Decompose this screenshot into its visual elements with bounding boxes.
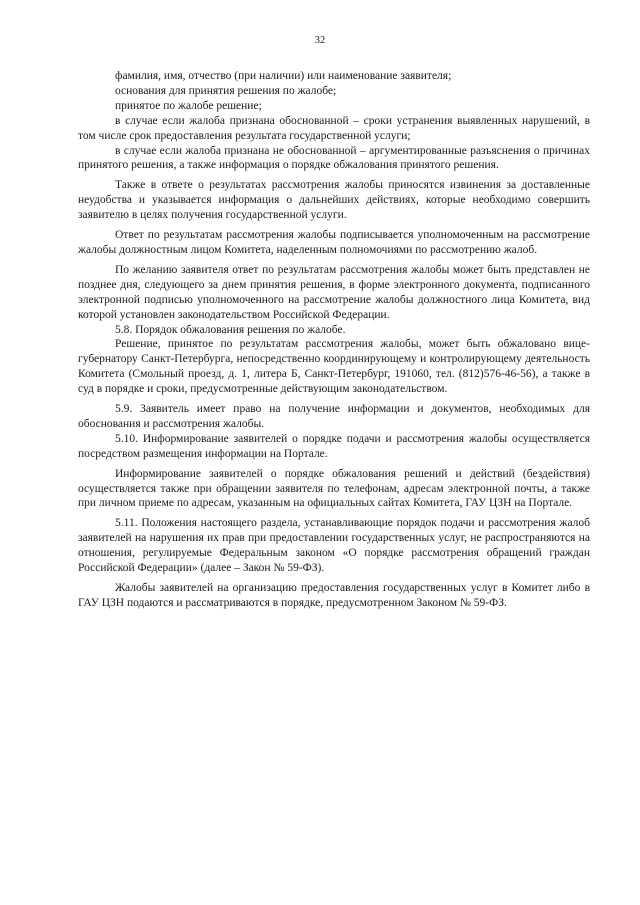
paragraph-electronic-response: По желанию заявителя ответ по результатам рассмотрения жалобы может быть представлен не позднее дня, следующего за днем принятия решения, в форме электронного документа, подписанного электронной подписью уполномоченного на рассмотрение жалобы должностного лица Комитета, вид которой установлен законодательством Российской Федерации. bbox=[78, 263, 590, 321]
paragraph-complaint-justified: в случае если жалоба признана обоснованной – сроки устранения выявленных нарушений, в том числе срок предоставления результата государственной услуги; bbox=[78, 114, 590, 142]
section-5-10: 5.10. Информирование заявителей о порядке подачи и рассмотрения жалобы осуществляется посредством размещения информации на Портале. bbox=[78, 432, 590, 460]
paragraph-complaints-59fz: Жалобы заявителей на организацию предоставления государственных услуг в Комитет либо в ГАУ ЦЗН подаются и рассматриваются в порядке, предусмотренном Законом № 59-ФЗ. bbox=[78, 582, 590, 609]
paragraph-applicant-name: фамилия, имя, отчество (при наличии) или наименование заявителя; bbox=[115, 70, 452, 82]
paragraph-complaint-unjustified: в случае если жалоба признана не обоснованной – аргументированные разъяснения о причинах принятого решения, а также информация о порядке обжалования принятого решения. bbox=[78, 144, 590, 172]
paragraph-decision-grounds: основания для принятия решения по жалобе; bbox=[115, 84, 337, 97]
section-5-9: 5.9. Заявитель имеет право на получение информации и документов, необходимых для обоснования и рассмотрения жалобы. bbox=[78, 403, 590, 430]
document-body bbox=[78, 69, 590, 611]
section-5-11: 5.11. Положения настоящего раздела, устанавливающие порядок подачи и рассмотрения жалоб заявителей на нарушения их прав при предоставлении государственных услуг, не распространяются на отношения, регулируемые Федеральным законом «О порядке рассмотрения обращений граждан Российской Федерации» (далее – Закон № 59-ФЗ). bbox=[78, 517, 590, 575]
paragraph-apologies: Также в ответе о результатах рассмотрения жалобы приносятся извинения за доставленные неудобства и указывается информация о дальнейших действиях, которые необходимо совершить заявителю в целях получения государственной услуги. bbox=[78, 179, 590, 222]
section-heading-5-8: 5.8. Порядок обжалования решения по жалобе. bbox=[115, 323, 346, 336]
page-number: 32 bbox=[314, 35, 326, 46]
paragraph-informing-contacts: Информирование заявителей о порядке обжалования решений и действий (бездействия) осуществляется также при обращении заявителя по телефонам, адресам электронной почты, а также при личном приеме по адресам, указанным на официальных сайтах Комитета, ГАУ ЦЗН на Портале. bbox=[78, 467, 590, 510]
paragraph-appeal-decision: Решение, принятое по результатам рассмотрения жалобы, может быть обжаловано вице-губернатору Санкт-Петербурга, непосредственно координирующему и контролирующему деятельность Комитета (Смольный проезд, д. 1, литера Б, Санкт-Петербург, 191060, тел. (812)576-46-56), а также в суд в порядке и сроки, предусмотренные действующим законодательством. bbox=[78, 338, 590, 396]
paragraph-response-signed: Ответ по результатам рассмотрения жалобы подписывается уполномоченным на рассмотрение жалобы должностным лицом Комитета, наделенным полномочиями по рассмотрению жалоб. bbox=[78, 229, 590, 256]
paragraph-decision: принятое по жалобе решение; bbox=[115, 99, 262, 112]
